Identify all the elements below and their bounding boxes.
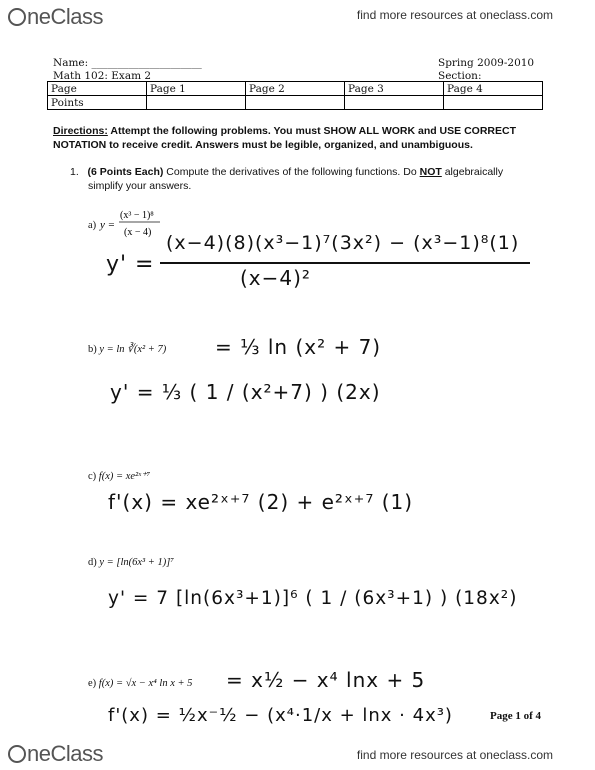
table-cell [147, 96, 246, 110]
table-cell: Page 2 [246, 82, 345, 96]
question-points: (6 Points Each) [87, 166, 164, 178]
question-number: 1. [70, 166, 79, 178]
table-cell: Page 4 [444, 82, 543, 96]
problem-a-prompt: a) [88, 220, 97, 231]
problem-a-denominator: (x−4)² [240, 266, 311, 290]
directions-text: Attempt the following problems. You must SHOW ALL WORK and USE CORRECT [107, 125, 516, 137]
problem-b-work-1: = ⅓ ln (x² + 7) [215, 335, 382, 359]
table-cell: Page [48, 82, 147, 96]
table-cell [246, 96, 345, 110]
table-cell: Page 3 [345, 82, 444, 96]
table-cell [444, 96, 543, 110]
oneclass-logo-icon [8, 8, 26, 26]
oneclass-logo[interactable]: neClass [8, 4, 103, 30]
table-cell [345, 96, 444, 110]
oneclass-logo-footer[interactable]: neClass [8, 741, 103, 767]
problem-d-prompt: d) y = [ln(6x³ + 1)]⁷ [88, 557, 174, 568]
problem-a-lhs: y' = [106, 252, 155, 277]
header-resource-link[interactable]: find more resources at oneclass.com [356, 8, 553, 22]
problem-e-work-2: f'(x) = ½x⁻½ − (x⁴·1/x + lnx · 4x³) [108, 705, 453, 726]
table-row [48, 96, 543, 110]
problem-e-prompt: e) f(x) = √x − x⁴ ln x + 5 [88, 678, 193, 689]
table-row [48, 82, 543, 96]
problem-e-work-1: = x½ − x⁴ lnx + 5 [226, 668, 426, 692]
svg-text:(x − 4): (x − 4) [124, 227, 152, 238]
problem-c-prompt: c) f(x) = xe²ˣ⁺⁷ [88, 471, 151, 482]
question-1: 1. (6 Points Each) Compute the derivatives of the following functions. Do NOT algebraically simplify your answers. [70, 166, 504, 192]
points-table [47, 81, 543, 110]
course-title: Math 102: Exam 2 [53, 70, 152, 82]
problem-b-prompt: b) y = ln ∛(x² + 7) [88, 344, 167, 355]
problem-b-work-2: y' = ⅓ ( 1 / (x²+7) ) (2x) [110, 380, 381, 404]
problem-c-work: f'(x) = xe²ˣ⁺⁷ (2) + e²ˣ⁺⁷ (1) [108, 490, 414, 514]
section-field-label: Section:________ [438, 70, 524, 82]
name-field-label: Name: _____________________ [53, 57, 202, 69]
fraction-bar [160, 262, 530, 264]
directions [53, 124, 553, 152]
directions-text: NOTATION to receive credit. Answers must be legible, organized, and unambiguous. [53, 139, 473, 151]
problem-a-formula [98, 204, 168, 244]
svg-text:(x³ − 1)⁸: (x³ − 1)⁸ [120, 210, 154, 221]
directions-label: Directions: [53, 125, 108, 137]
problem-d-work: y' = 7 [ln(6x³+1)]⁶ ( 1 / (6x³+1) ) (18x²) [108, 588, 518, 609]
problem-a-numerator: (x−4)(8)(x³−1)⁷(3x²) − (x³−1)⁸(1) [166, 232, 520, 254]
footer-resource-link[interactable]: find more resources at oneclass.com [356, 748, 553, 762]
page-number: Page 1 of 4 [490, 710, 542, 722]
term-label: Spring 2009-2010 [438, 57, 535, 69]
table-cell: Page 1 [147, 82, 246, 96]
table-cell: Points [48, 96, 147, 110]
oneclass-logo-icon [8, 745, 26, 763]
svg-text:y =: y = [100, 219, 116, 231]
